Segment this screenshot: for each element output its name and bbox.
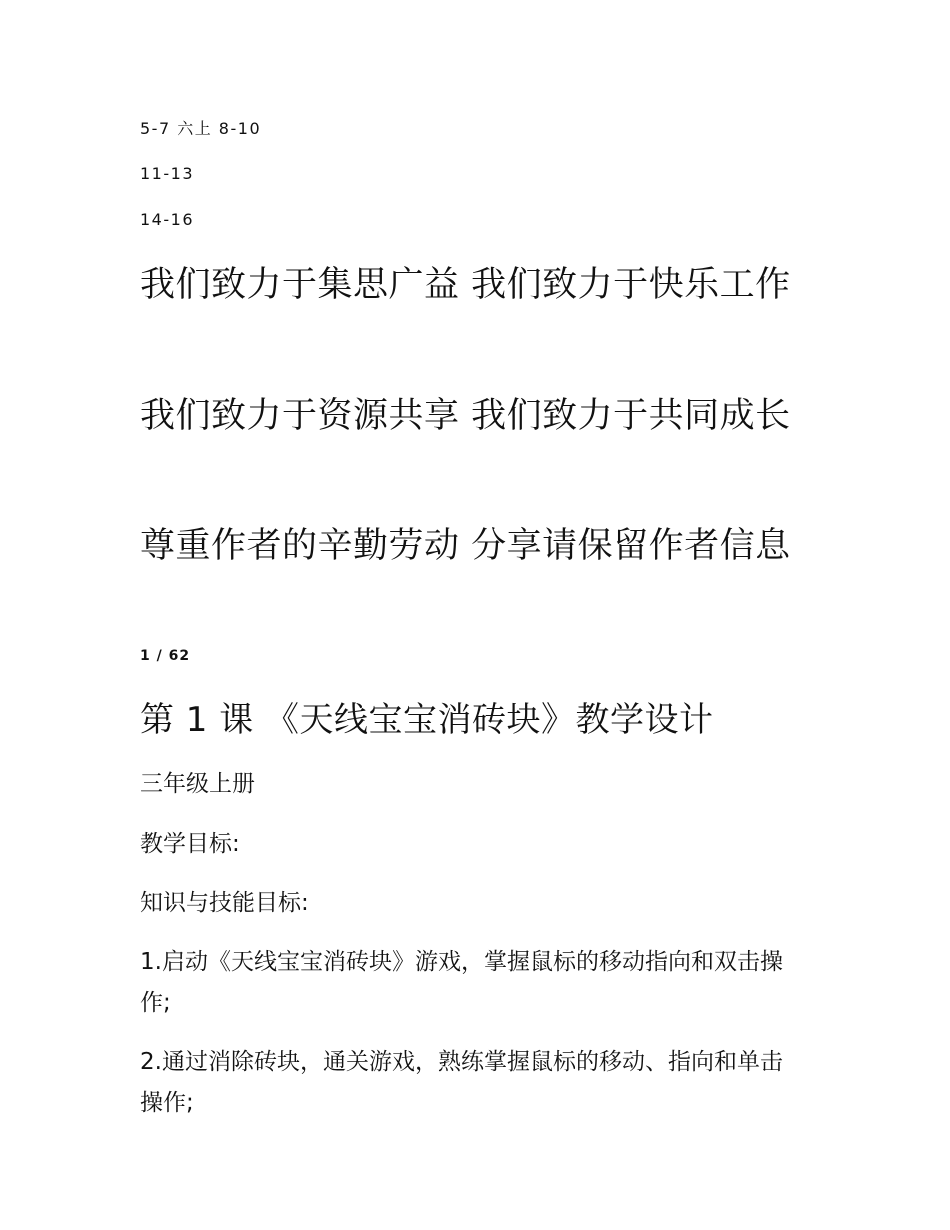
objective-item-1: 1.启动《天线宝宝消砖块》游戏，掌握鼠标的移动指向和双击操作; xyxy=(140,949,783,1016)
grade-label: 三年级上册 xyxy=(140,771,255,797)
slogan-collaboration: 我们致力于集思广益 我们致力于快乐工作 xyxy=(140,265,791,305)
header-line-3: 14-16 xyxy=(140,210,194,229)
objectives-heading: 教学目标: xyxy=(140,831,240,857)
page-number: 1 / 62 xyxy=(140,648,191,664)
lesson-title: 第 1 课 《天线宝宝消砖块》教学设计 xyxy=(140,700,714,740)
header-line-1: 5-7 六上 8-10 xyxy=(140,119,262,138)
slogan-resource-sharing: 我们致力于资源共享 我们致力于共同成长 xyxy=(140,396,791,436)
knowledge-skills-heading: 知识与技能目标: xyxy=(140,890,309,916)
objective-item-2: 2.通过消除砖块，通关游戏，熟练掌握鼠标的移动、指向和单击操作; xyxy=(140,1049,783,1116)
header-line-2: 11-13 xyxy=(140,164,194,183)
slogan-author-credit: 尊重作者的辛勤劳动 分享请保留作者信息 xyxy=(140,526,791,566)
